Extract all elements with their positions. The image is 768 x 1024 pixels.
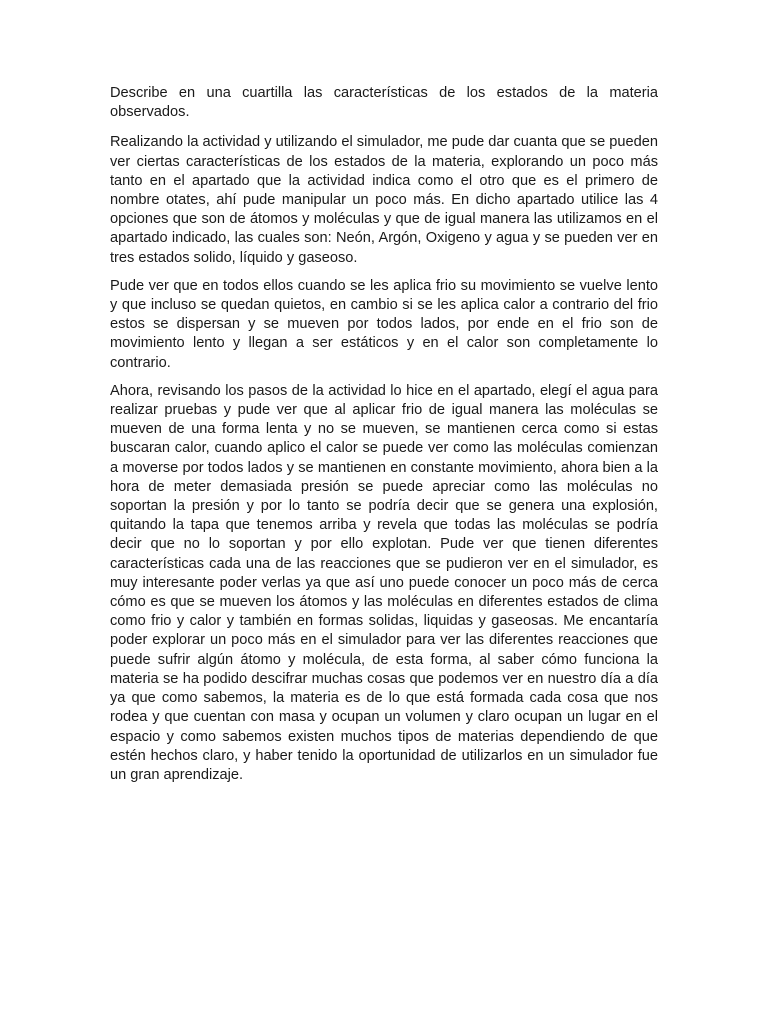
document-page xyxy=(110,84,658,794)
paragraph-3: Ahora, revisando los pasos de la actividad lo hice en el apartado, elegí el agua para realizar pruebas y pude ver que al aplicar frio de igual manera las moléculas se mueven de una forma lenta y no se mueven, se mantienen cerca como si estas buscaran calor, cuando aplico el calor se puede ver como las moléculas comienzan a moverse por todos lados y se mantienen en constante movimiento, ahora bien a la hora de meter demasiada presión se puede apreciar como las moléculas no soportan la presión y por lo tanto se podría decir que se genera una explosión, quitando la tapa que tenemos arriba y revela que todas las moléculas se podría decir que no lo soportan y por ello explotan. Pude ver que tienen diferentes características cada una de las reacciones que se pudieron ver en el simulador, es muy interesante poder verlas ya que así uno puede conocer un poco más de cerca cómo es que se mueven los átomos y las moléculas en diferentes estados de clima como frio y calor y también en formas solidas, liquidas y gaseosas. Me encantaría poder explorar un poco más en el simulador para ver las diferentes reacciones que puede sufrir algún átomo y molécula, de esta forma, al saber cómo funciona la materia se ha podido descifrar muchas cosas que podemos ver en nuestro día a día ya que como sabemos, la materia es de lo que está formada cada cosa que nos rodea y que cuentan con masa y ocupan un volumen y claro ocupan un lugar en el espacio y como sabemos existen muchos tipos de materias dependiendo de que estén hechos claro, y haber tenido la oportunidad de utilizarlos en un simulador fue un gran aprendizaje. xyxy=(110,382,658,783)
question-prompt: Describe en una cuartilla las características de los estados de la materia observados. xyxy=(110,85,658,121)
paragraph-1: Realizando la actividad y utilizando el simulador, me pude dar cuanta que se pueden ver ciertas características de los estados de la materia, explorando un poco más tanto en el apartado que la actividad indica como el otro que es el primero de nombre otates, ahí pude manipular un poco más. En dicho apartado utilice las 4 opciones que son de átomos y moléculas y que de igual manera las utilizamos en el apartado indicado, las cuales son: Neón, Argón, Oxigeno y agua y se pueden ver en tres estados solido, líquido y gaseoso. xyxy=(110,134,658,266)
paragraph-2: Pude ver que en todos ellos cuando se les aplica frio su movimiento se vuelve lento y que incluso se quedan quietos, en cambio si se les aplica calor a contrario del frio estos se dispersan y se mueven por todos lados, por ende en el frio son de movimiento lento y llegan a ser estáticos y en el calor son completamente lo contrario. xyxy=(110,277,658,371)
